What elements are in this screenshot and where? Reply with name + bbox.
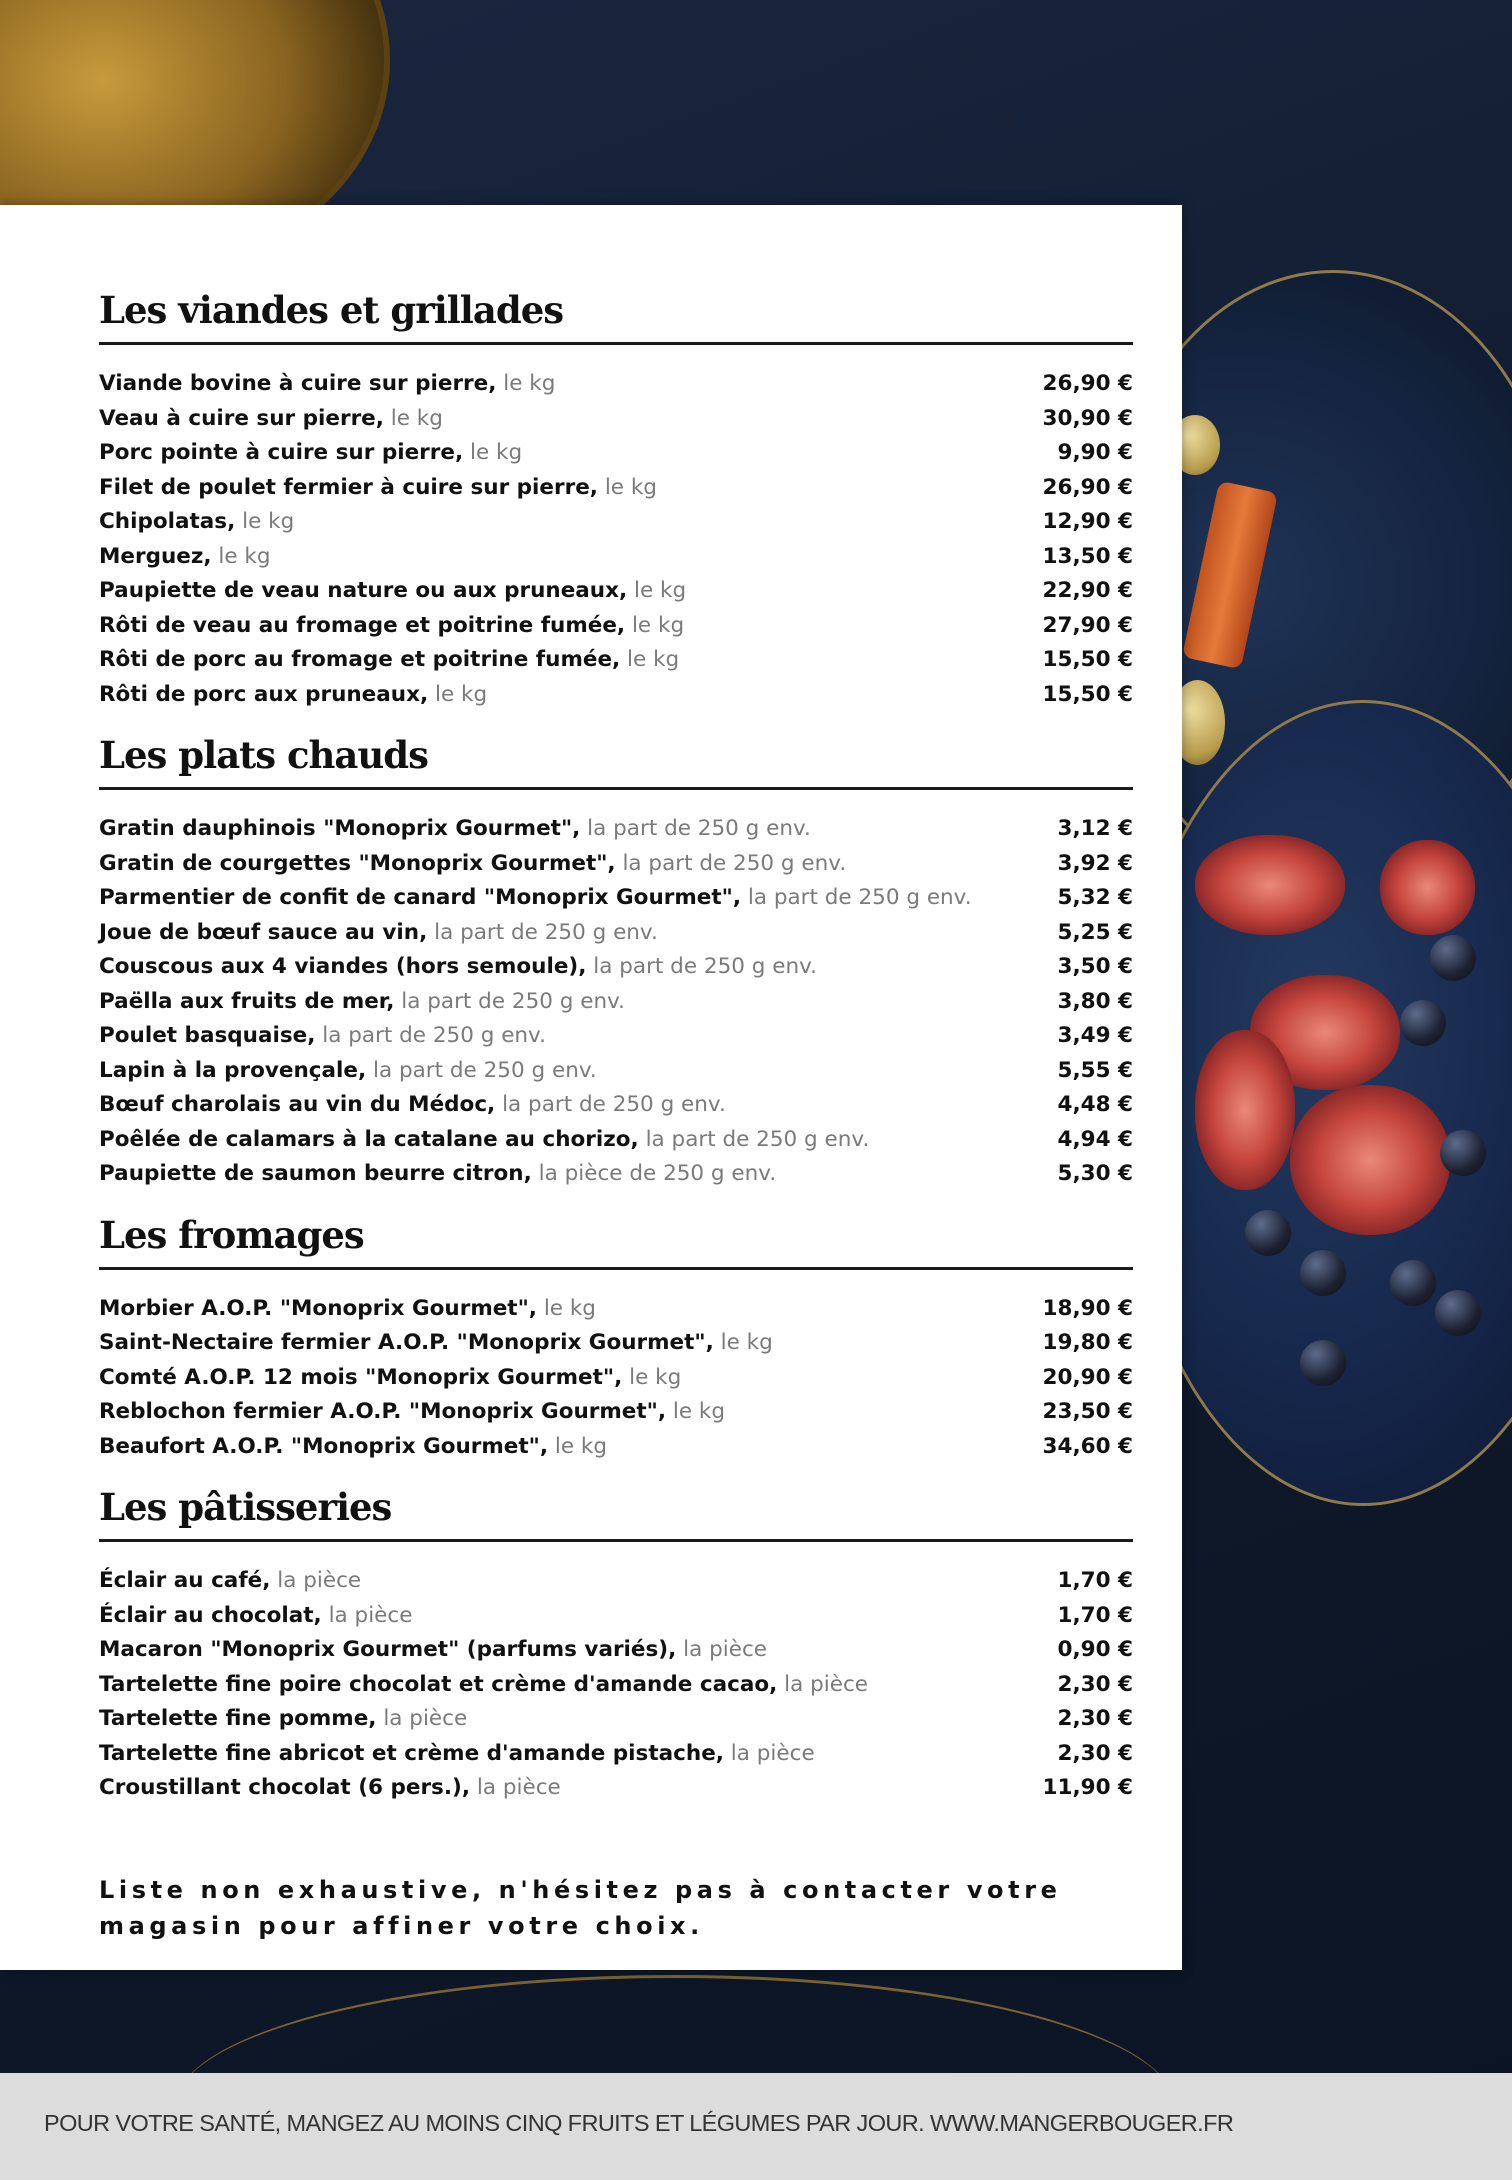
- item-unit: la part de 250 g env.: [622, 850, 847, 876]
- item-name: Rôti de porc au fromage et poitrine fumée,: [99, 647, 621, 672]
- footer-text: POUR VOTRE SANTÉ, MANGEZ AU MOINS CINQ FRUITS ET LÉGUMES PAR JOUR. WWW.MANGERBOUGER.FR: [44, 2110, 1234, 2136]
- item-label: [99, 1672, 868, 1697]
- item-unit: la part de 250 g env.: [593, 954, 817, 979]
- item-list: [99, 371, 1133, 716]
- menu-item-row: [99, 1365, 1133, 1400]
- menu-item-row: [99, 1330, 1133, 1365]
- item-unit: le kg: [543, 1295, 596, 1321]
- section-divider: [99, 787, 1133, 790]
- item-price: 20,90 €: [1042, 1364, 1133, 1390]
- grape: [1400, 1000, 1446, 1046]
- item-list: [99, 816, 1133, 1196]
- item-list: [99, 1296, 1133, 1469]
- menu-item-row: [99, 1775, 1133, 1810]
- item-name: Porc pointe à cuire sur pierre,: [99, 440, 464, 465]
- item-price: 15,50 €: [1042, 647, 1133, 672]
- health-footer: [0, 2073, 1512, 2180]
- item-price: 18,90 €: [1042, 1295, 1133, 1321]
- menu-item-row: [99, 1706, 1133, 1741]
- item-label: [99, 989, 625, 1014]
- item-unit: la part de 250 g env.: [587, 816, 811, 841]
- item-price: 3,50 €: [1057, 954, 1133, 979]
- item-unit: la pièce: [683, 1637, 768, 1662]
- menu-item-row: [99, 954, 1133, 989]
- item-unit: le kg: [469, 440, 523, 465]
- item-price: 27,90 €: [1042, 612, 1133, 638]
- item-price: 26,90 €: [1042, 371, 1133, 396]
- item-label: [99, 578, 686, 603]
- item-unit: le kg: [634, 578, 687, 603]
- item-unit: la pièce: [730, 1740, 815, 1766]
- section-title: Les fromages: [99, 1212, 364, 1257]
- item-label: [99, 1161, 776, 1186]
- item-name: Viande bovine à cuire sur pierre,: [99, 371, 497, 396]
- item-unit: le kg: [390, 405, 443, 431]
- fig: [1195, 1030, 1295, 1190]
- item-label: [99, 1296, 596, 1321]
- item-price: 3,92 €: [1057, 850, 1133, 876]
- item-price: 15,50 €: [1042, 681, 1133, 707]
- grape: [1435, 1290, 1481, 1336]
- item-name: Tartelette fine abricot et crème d'amande pistache,: [99, 1740, 724, 1766]
- item-unit: la part de 250 g env.: [645, 1126, 870, 1152]
- item-label: [99, 1330, 773, 1355]
- item-label: [99, 475, 657, 500]
- menu-item-row: [99, 509, 1133, 544]
- grape: [1390, 1260, 1436, 1306]
- menu-item-row: [99, 1058, 1133, 1093]
- item-unit: le kg: [503, 371, 556, 396]
- item-unit: le kg: [627, 647, 680, 672]
- item-unit: la part de 250 g env.: [373, 1057, 597, 1083]
- menu-item-row: [99, 1399, 1133, 1434]
- item-price: 5,55 €: [1057, 1057, 1133, 1083]
- item-price: 13,50 €: [1042, 543, 1133, 569]
- item-name: Paupiette de saumon beurre citron,: [99, 1161, 532, 1186]
- menu-item-row: [99, 1637, 1133, 1672]
- item-unit: la part de 250 g env.: [747, 885, 972, 910]
- item-name: Éclair au chocolat,: [99, 1602, 322, 1628]
- item-label: [99, 1603, 412, 1628]
- fig: [1195, 835, 1345, 935]
- section-divider: [99, 342, 1133, 345]
- item-label: [99, 1637, 767, 1662]
- menu-item-row: [99, 1127, 1133, 1162]
- menu-item-row: [99, 371, 1133, 406]
- item-name: Merguez,: [99, 543, 212, 569]
- menu-card: [0, 205, 1182, 1970]
- menu-item-row: [99, 647, 1133, 682]
- item-name: Paupiette de veau nature ou aux pruneaux,: [99, 578, 628, 603]
- item-unit: la part de 250 g env.: [322, 1023, 546, 1048]
- item-unit: le kg: [631, 612, 685, 638]
- menu-item-row: [99, 1023, 1133, 1058]
- item-label: [99, 440, 522, 465]
- section-viandes: [99, 205, 1133, 716]
- menu-item-row: [99, 440, 1133, 475]
- section-patisseries: [99, 1462, 1133, 1810]
- item-name: Couscous aux 4 viandes (hors semoule),: [99, 954, 587, 979]
- menu-item-row: [99, 816, 1133, 851]
- item-price: 23,50 €: [1042, 1399, 1133, 1424]
- menu-item-row: [99, 613, 1133, 648]
- item-price: 34,60 €: [1042, 1433, 1133, 1459]
- item-price: 9,90 €: [1057, 440, 1133, 465]
- disclaimer-note: Liste non exhaustive, n'hésitez pas à contacter votre magasin pour affiner votre choix.: [99, 1875, 1062, 1940]
- item-list: [99, 1568, 1133, 1810]
- item-price: 11,90 €: [1042, 1775, 1133, 1800]
- section-title: Les viandes et grillades: [99, 288, 564, 332]
- menu-content: [99, 205, 1133, 1968]
- menu-item-row: [99, 1603, 1133, 1638]
- item-price: 19,80 €: [1042, 1330, 1133, 1355]
- item-price: 12,90 €: [1042, 509, 1133, 534]
- item-unit: le kg: [218, 543, 271, 569]
- item-name: Morbier A.O.P. "Monoprix Gourmet",: [99, 1295, 537, 1321]
- item-price: 2,30 €: [1057, 1740, 1133, 1766]
- item-name: Reblochon fermier A.O.P. "Monoprix Gourmet",: [99, 1399, 667, 1424]
- item-name: Joue de bœuf sauce au vin,: [99, 919, 428, 945]
- item-label: [99, 1775, 561, 1800]
- item-name: Filet de poulet fermier à cuire sur pierre,: [99, 474, 598, 500]
- item-name: Saint-Nectaire fermier A.O.P. "Monoprix Gourmet",: [99, 1330, 714, 1355]
- section-divider: [99, 1539, 1133, 1542]
- item-unit: la pièce: [277, 1568, 362, 1593]
- item-unit: la pièce de 250 g env.: [538, 1161, 777, 1186]
- item-label: [99, 851, 846, 876]
- item-price: 0,90 €: [1057, 1637, 1133, 1662]
- menu-item-row: [99, 851, 1133, 886]
- item-label: [99, 1023, 546, 1048]
- item-unit: le kg: [629, 1364, 682, 1390]
- item-name: Veau à cuire sur pierre,: [99, 405, 384, 431]
- item-label: [99, 1434, 607, 1459]
- item-name: Chipolatas,: [99, 509, 236, 534]
- item-name: Comté A.O.P. 12 mois "Monoprix Gourmet",: [99, 1364, 623, 1390]
- grape: [1245, 1210, 1291, 1256]
- menu-item-row: [99, 989, 1133, 1024]
- item-price: 2,30 €: [1057, 1671, 1133, 1697]
- item-unit: la pièce: [784, 1671, 869, 1697]
- item-unit: la pièce: [476, 1775, 561, 1800]
- fig: [1380, 840, 1475, 935]
- item-label: [99, 1706, 467, 1731]
- item-label: [99, 954, 817, 979]
- grape: [1440, 1130, 1486, 1176]
- item-label: [99, 1741, 815, 1766]
- item-price: 5,30 €: [1057, 1161, 1133, 1186]
- item-label: [99, 1399, 725, 1424]
- menu-item-row: [99, 1568, 1133, 1603]
- menu-item-row: [99, 1092, 1133, 1127]
- item-label: [99, 885, 972, 910]
- item-name: Lapin à la provençale,: [99, 1057, 367, 1083]
- item-price: 5,32 €: [1057, 885, 1133, 910]
- grape: [1430, 935, 1476, 981]
- grape: [1300, 1340, 1346, 1386]
- item-name: Paëlla aux fruits de mer,: [99, 988, 395, 1014]
- item-label: [99, 1127, 869, 1152]
- item-label: [99, 544, 271, 569]
- item-unit: la pièce: [383, 1706, 468, 1731]
- menu-item-row: [99, 578, 1133, 613]
- item-name: Poêlée de calamars à la catalane au chorizo,: [99, 1126, 639, 1152]
- item-unit: la part de 250 g env.: [434, 919, 658, 945]
- item-name: Tartelette fine poire chocolat et crème d'amande cacao,: [99, 1671, 778, 1697]
- item-label: [99, 1365, 681, 1390]
- menu-item-row: [99, 1672, 1133, 1707]
- item-label: [99, 509, 294, 534]
- menu-item-row: [99, 1296, 1133, 1331]
- item-name: Parmentier de confit de canard "Monoprix Gourmet",: [99, 885, 741, 910]
- item-price: 5,25 €: [1057, 919, 1133, 945]
- item-label: [99, 816, 811, 841]
- item-price: 2,30 €: [1057, 1706, 1133, 1731]
- section-plats-chauds: [99, 710, 1133, 1196]
- section-divider: [99, 1267, 1133, 1270]
- item-label: [99, 1568, 361, 1593]
- item-price: 30,90 €: [1042, 405, 1133, 431]
- item-name: Poulet basquaise,: [99, 1023, 316, 1048]
- item-price: 3,80 €: [1057, 988, 1133, 1014]
- item-label: [99, 613, 684, 638]
- item-price: 22,90 €: [1042, 578, 1133, 603]
- item-unit: le kg: [672, 1399, 726, 1424]
- item-label: [99, 920, 658, 945]
- item-name: Tartelette fine pomme,: [99, 1706, 377, 1731]
- menu-item-row: [99, 544, 1133, 579]
- item-price: 1,70 €: [1057, 1568, 1133, 1593]
- fig: [1290, 1085, 1450, 1235]
- item-name: Éclair au café,: [99, 1568, 271, 1593]
- item-name: Gratin de courgettes "Monoprix Gourmet",: [99, 850, 616, 876]
- item-price: 3,49 €: [1057, 1023, 1133, 1048]
- item-name: Gratin dauphinois "Monoprix Gourmet",: [99, 816, 581, 841]
- item-price: 3,12 €: [1057, 816, 1133, 841]
- item-label: [99, 682, 487, 707]
- menu-item-row: [99, 1741, 1133, 1776]
- item-label: [99, 1058, 597, 1083]
- item-label: [99, 647, 679, 672]
- item-price: 1,70 €: [1057, 1602, 1133, 1628]
- item-label: [99, 1092, 726, 1117]
- item-unit: la part de 250 g env.: [401, 988, 625, 1014]
- menu-item-row: [99, 920, 1133, 955]
- item-unit: le kg: [604, 474, 657, 500]
- item-unit: la part de 250 g env.: [502, 1092, 726, 1117]
- menu-item-row: [99, 406, 1133, 441]
- item-unit: la pièce: [328, 1602, 413, 1628]
- item-unit: le kg: [554, 1433, 608, 1459]
- menu-item-row: [99, 885, 1133, 920]
- item-name: Beaufort A.O.P. "Monoprix Gourmet",: [99, 1433, 549, 1459]
- item-price: 4,94 €: [1057, 1126, 1133, 1152]
- section-title: Les plats chauds: [99, 733, 428, 777]
- section-fromages: [99, 1190, 1133, 1469]
- grape: [1300, 1250, 1346, 1296]
- item-price: 26,90 €: [1042, 474, 1133, 500]
- item-unit: le kg: [720, 1330, 773, 1355]
- item-name: Macaron "Monoprix Gourmet" (parfums variés),: [99, 1637, 677, 1662]
- item-label: [99, 371, 555, 396]
- item-name: Croustillant chocolat (6 pers.),: [99, 1775, 471, 1800]
- item-unit: le kg: [434, 681, 488, 707]
- item-label: [99, 406, 443, 431]
- item-price: 4,48 €: [1057, 1092, 1133, 1117]
- item-name: Rôti de porc aux pruneaux,: [99, 681, 429, 707]
- item-unit: le kg: [242, 509, 295, 534]
- menu-item-row: [99, 475, 1133, 510]
- item-name: Rôti de veau au fromage et poitrine fumée,: [99, 612, 626, 638]
- section-title: Les pâtisseries: [99, 1485, 392, 1529]
- item-name: Bœuf charolais au vin du Médoc,: [99, 1092, 496, 1117]
